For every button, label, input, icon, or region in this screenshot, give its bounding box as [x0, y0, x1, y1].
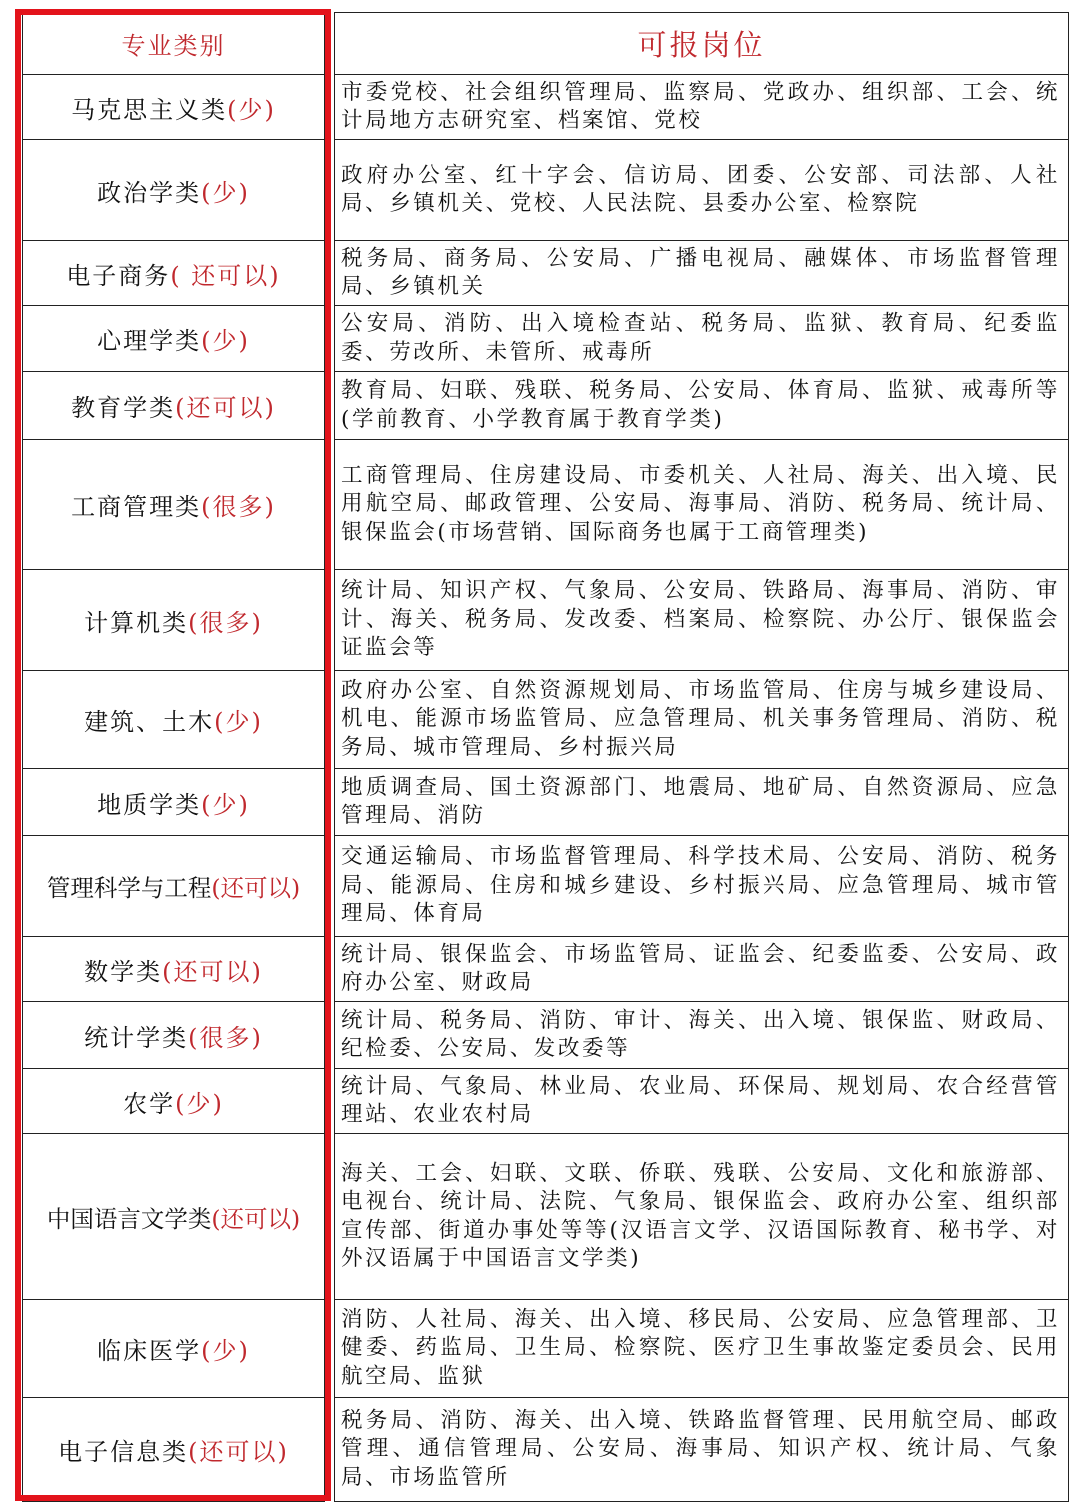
- column-gap: [325, 140, 335, 241]
- major-name: 心理学类: [97, 327, 202, 355]
- jobs-cell: 公安局、消防、出入境检查站、税务局、监狱、教育局、纪委监委、劳改所、未管所、戒毒所: [335, 306, 1069, 372]
- major-cell: [23, 1134, 325, 1300]
- major-name: 马克思主义类: [71, 95, 228, 124]
- table-row: [23, 1002, 1069, 1069]
- major-name: 地质学类: [97, 790, 202, 819]
- column-gap: [325, 570, 335, 671]
- major-name: 管理科学与工程: [46, 874, 212, 902]
- table-row: [23, 769, 1069, 836]
- jobs-cell: 地质调查局、国土资源部门、地震局、地矿局、自然资源局、应急管理局、消防: [335, 769, 1069, 836]
- availability-note: (少): [214, 708, 263, 736]
- availability-note: (很多): [188, 608, 263, 637]
- major-name: 电子商务: [66, 261, 171, 290]
- major-cell: [23, 1069, 325, 1134]
- major-cell: [23, 1002, 325, 1069]
- major-cell: [23, 306, 325, 372]
- availability-note: (还可以): [211, 1204, 301, 1233]
- major-cell: [23, 769, 325, 836]
- column-gap: [325, 769, 335, 836]
- major-name: 建筑、土木: [84, 708, 215, 736]
- table-row: [23, 937, 1069, 1002]
- major-cell: [23, 836, 325, 937]
- availability-note: (还可以): [188, 1438, 289, 1466]
- major-cell: [23, 440, 325, 570]
- table-row: [23, 1134, 1069, 1300]
- table-row: [23, 306, 1069, 372]
- jobs-cell: 政府办公室、自然资源规划局、市场监管局、住房与城乡建设局、机电、能源市场监管局、应急管理局、机关事务管理局、消防、税务局、城市管理局、乡村振兴局: [335, 671, 1069, 769]
- jobs-cell: 统计局、知识产权、气象局、公安局、铁路局、海事局、消防、审计、海关、税务局、发改委、档案局、检察院、办公厅、银保监会证监会等: [335, 570, 1069, 671]
- availability-note: (还可以): [175, 394, 276, 422]
- jobs-cell: 统计局、银保监会、市场监管局、证监会、纪委监委、公安局、政府办公室、财政局: [335, 937, 1069, 1002]
- availability-note: (还可以): [162, 957, 263, 986]
- table-row: [23, 1069, 1069, 1134]
- major-column-header: 专业类别: [23, 13, 325, 75]
- table-row: [23, 671, 1069, 769]
- availability-note: (少): [175, 1089, 224, 1118]
- availability-note: ( 还可以): [170, 261, 281, 290]
- column-gap: [325, 1069, 335, 1134]
- column-gap: [325, 440, 335, 570]
- table-row: [23, 440, 1069, 570]
- major-name: 中国语言文学类: [46, 1204, 212, 1233]
- availability-note: (很多): [188, 1023, 263, 1052]
- column-gap: [325, 241, 335, 306]
- majors-jobs-table: [22, 12, 1069, 1502]
- availability-note: (少): [201, 178, 250, 207]
- jobs-cell: 交通运输局、市场监督管理局、科学技术局、公安局、消防、税务局、能源局、住房和城乡建设、乡村振兴局、应急管理局、城市管理局、体育局: [335, 836, 1069, 937]
- jobs-cell: 统计局、税务局、消防、审计、海关、出入境、银保监、财政局、纪检委、公安局、发改委等: [335, 1002, 1069, 1069]
- availability-note: (少): [201, 327, 250, 355]
- column-gap: [325, 1002, 335, 1069]
- column-gap: [325, 75, 335, 140]
- table-row: [23, 241, 1069, 306]
- table-row: [23, 140, 1069, 241]
- table-row: [23, 836, 1069, 937]
- jobs-cell: 税务局、商务局、公安局、广播电视局、融媒体、市场监督管理局、乡镇机关: [335, 241, 1069, 306]
- major-cell: [23, 671, 325, 769]
- jobs-cell: 市委党校、社会组织管理局、监察局、党政办、组织部、工会、统计局地方志研究室、档案馆、党校: [335, 75, 1069, 140]
- header-row: [23, 13, 1069, 75]
- major-cell: [23, 241, 325, 306]
- column-gap: [325, 671, 335, 769]
- table-row: [23, 75, 1069, 140]
- major-name: 电子信息类: [58, 1438, 189, 1466]
- jobs-cell: 工商管理局、住房建设局、市委机关、人社局、海关、出入境、民用航空局、邮政管理、公安局、海事局、消防、税务局、统计局、银保监会(市场营销、国际商务也属于工商管理类): [335, 440, 1069, 570]
- table-row: [23, 570, 1069, 671]
- major-name: 临床医学: [97, 1337, 202, 1365]
- availability-note: (少): [201, 1337, 250, 1365]
- column-gap: [325, 1398, 335, 1502]
- availability-note: (很多): [201, 493, 276, 521]
- jobs-cell: 教育局、妇联、残联、税务局、公安局、体育局、监狱、戒毒所等(学前教育、小学教育属于教育学类): [335, 372, 1069, 440]
- jobs-cell: 海关、工会、妇联、文联、侨联、残联、公安局、文化和旅游部、电视台、统计局、法院、气象局、银保监会、政府办公室、组织部宣传部、街道办事处等等(汉语言文学、汉语国际教育、秘书学、对外汉语属于中国语言文学类): [335, 1134, 1069, 1300]
- major-cell: [23, 570, 325, 671]
- availability-note: (还可以): [211, 874, 301, 902]
- major-name: 政治学类: [97, 178, 202, 207]
- major-name: 农学: [123, 1089, 176, 1118]
- table-row: [23, 1300, 1069, 1398]
- column-gap: [325, 306, 335, 372]
- jobs-cell: 税务局、消防、海关、出入境、铁路监督管理、民用航空局、邮政管理、通信管理局、公安局、海事局、知识产权、统计局、气象局、市场监管所: [335, 1398, 1069, 1502]
- column-gap: [325, 836, 335, 937]
- column-gap: [325, 1134, 335, 1300]
- column-gap: [325, 13, 335, 75]
- major-name: 数学类: [84, 957, 163, 986]
- major-cell: [23, 1300, 325, 1398]
- major-cell: [23, 1398, 325, 1502]
- column-gap: [325, 372, 335, 440]
- major-name: 统计学类: [84, 1023, 189, 1052]
- major-cell: [23, 140, 325, 241]
- major-cell: [23, 937, 325, 1002]
- major-name: 计算机类: [84, 608, 189, 637]
- major-cell: [23, 75, 325, 140]
- jobs-cell: 消防、人社局、海关、出入境、移民局、公安局、应急管理部、卫健委、药监局、卫生局、检察院、医疗卫生事故鉴定委员会、民用航空局、监狱: [335, 1300, 1069, 1398]
- major-name: 教育学类: [71, 394, 176, 422]
- jobs-column-header: 可报岗位: [335, 13, 1069, 75]
- jobs-cell: 政府办公室、红十字会、信访局、团委、公安部、司法部、人社局、乡镇机关、党校、人民法院、县委办公室、检察院: [335, 140, 1069, 241]
- column-gap: [325, 1300, 335, 1398]
- availability-note: (少): [201, 790, 250, 819]
- column-gap: [325, 937, 335, 1002]
- major-cell: [23, 372, 325, 440]
- jobs-cell: 统计局、气象局、林业局、农业局、环保局、规划局、农合经营管理站、农业农村局: [335, 1069, 1069, 1134]
- major-name: 工商管理类: [71, 493, 202, 521]
- table-row: [23, 1398, 1069, 1502]
- availability-note: (少): [227, 95, 276, 124]
- table-row: [23, 372, 1069, 440]
